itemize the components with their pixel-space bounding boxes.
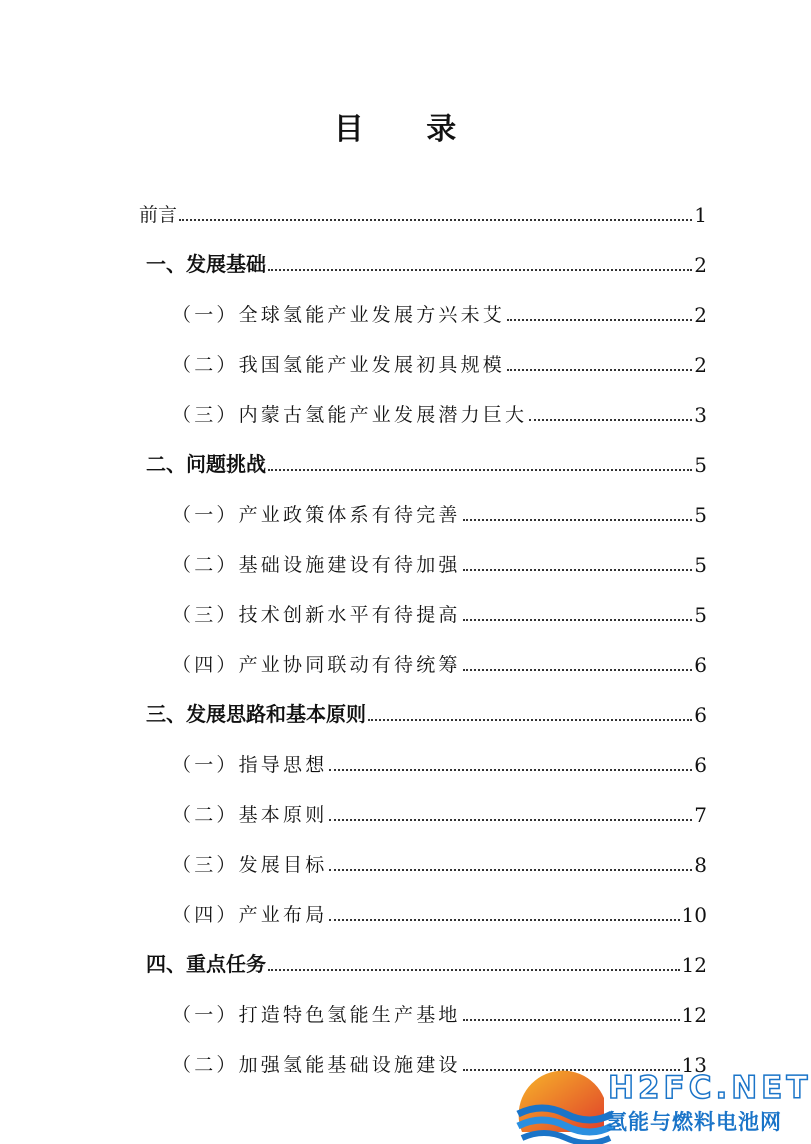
toc-entry-label: （一）打造特色氢能生产基地 [172, 1004, 461, 1026]
toc-entry-page: 5 [694, 603, 707, 627]
toc-entry-label: （一）产业政策体系有待完善 [172, 504, 461, 526]
toc-entry[interactable] [172, 597, 707, 627]
toc-entry-label: 前言 [139, 204, 178, 226]
toc-entry-label: （三）技术创新水平有待提高 [172, 604, 461, 626]
toc-leader-dots [463, 619, 693, 621]
toc-entry[interactable] [172, 497, 707, 527]
toc-leader-dots [329, 819, 692, 821]
toc-entry-page: 6 [694, 653, 707, 677]
toc-entry-label: （一）全球氢能产业发展方兴未艾 [172, 304, 506, 326]
toc-entry[interactable] [172, 747, 707, 777]
watermark-subtitle: 氢能与燃料电池网 [606, 1110, 782, 1134]
toc-entry-page: 6 [694, 703, 707, 727]
toc-entry-label: （三）发展目标 [172, 854, 328, 876]
toc-entry-label: 二、问题挑战 [146, 452, 266, 476]
toc-leader-dots [268, 269, 692, 271]
toc-leader-dots [268, 969, 680, 971]
toc-entry[interactable] [172, 847, 707, 877]
toc-entry-page: 12 [681, 953, 707, 977]
toc-entry[interactable] [146, 447, 707, 477]
toc-entry-label: （四）产业协同联动有待统筹 [172, 654, 461, 676]
toc-entry-label: （二）加强氢能基础设施建设 [172, 1054, 461, 1076]
toc-entry-label: （三）内蒙古氢能产业发展潜力巨大 [172, 404, 528, 426]
toc-leader-dots [529, 419, 692, 421]
toc-leader-dots [507, 369, 692, 371]
toc-leader-dots [179, 219, 692, 221]
toc-entry[interactable] [172, 647, 707, 677]
toc-entry-page: 12 [681, 1003, 707, 1027]
toc-entry-label: （二）基本原则 [172, 804, 328, 826]
toc-entry-label: （四）产业布局 [172, 904, 328, 926]
toc-entry-label: （二）我国氢能产业发展初具规模 [172, 354, 506, 376]
toc-entry-page: 2 [694, 253, 707, 277]
toc-leader-dots [463, 1019, 680, 1021]
toc-entry-page: 6 [694, 753, 707, 777]
watermark-title: H2FC.NET [608, 1070, 811, 1106]
toc-leader-dots [329, 869, 692, 871]
toc-entry-page: 13 [681, 1053, 707, 1077]
toc-entry-label: 三、发展思路和基本原则 [146, 702, 366, 726]
toc-entry-page: 2 [694, 353, 707, 377]
toc-entry[interactable] [172, 897, 707, 927]
toc-entry-page: 2 [694, 303, 707, 327]
page-title: 目 录 [333, 112, 483, 147]
toc-leader-dots [507, 319, 692, 321]
toc-entry[interactable] [172, 997, 707, 1027]
toc-entry-page: 8 [694, 853, 707, 877]
toc-entry[interactable] [172, 397, 707, 427]
toc-leader-dots [329, 919, 679, 921]
toc-leader-dots [268, 469, 692, 471]
toc-entry-page: 10 [681, 903, 707, 927]
toc-entry-label: 四、重点任务 [146, 952, 266, 976]
toc-entry[interactable] [139, 197, 707, 227]
toc-entry-page: 7 [694, 803, 707, 827]
toc-entry[interactable] [172, 547, 707, 577]
toc-entry[interactable] [146, 947, 707, 977]
toc-entry-page: 5 [694, 503, 707, 527]
toc-entry-page: 5 [694, 553, 707, 577]
toc-entry[interactable] [172, 797, 707, 827]
toc-leader-dots [463, 519, 693, 521]
toc-entry-label: （一）指导思想 [172, 754, 328, 776]
toc-entry[interactable] [146, 697, 707, 727]
toc-entry-label: 一、发展基础 [146, 252, 266, 276]
toc-leader-dots [368, 719, 692, 721]
toc-entry-label: （二）基础设施建设有待加强 [172, 554, 461, 576]
toc-entry-page: 1 [694, 203, 707, 227]
toc-entry[interactable] [146, 247, 707, 277]
toc-entry-page: 3 [694, 403, 707, 427]
toc-entry[interactable] [172, 297, 707, 327]
toc-leader-dots [329, 769, 692, 771]
toc-leader-dots [463, 669, 693, 671]
toc-entry[interactable] [172, 347, 707, 377]
toc-leader-dots [463, 569, 693, 571]
toc-entry-page: 5 [694, 453, 707, 477]
